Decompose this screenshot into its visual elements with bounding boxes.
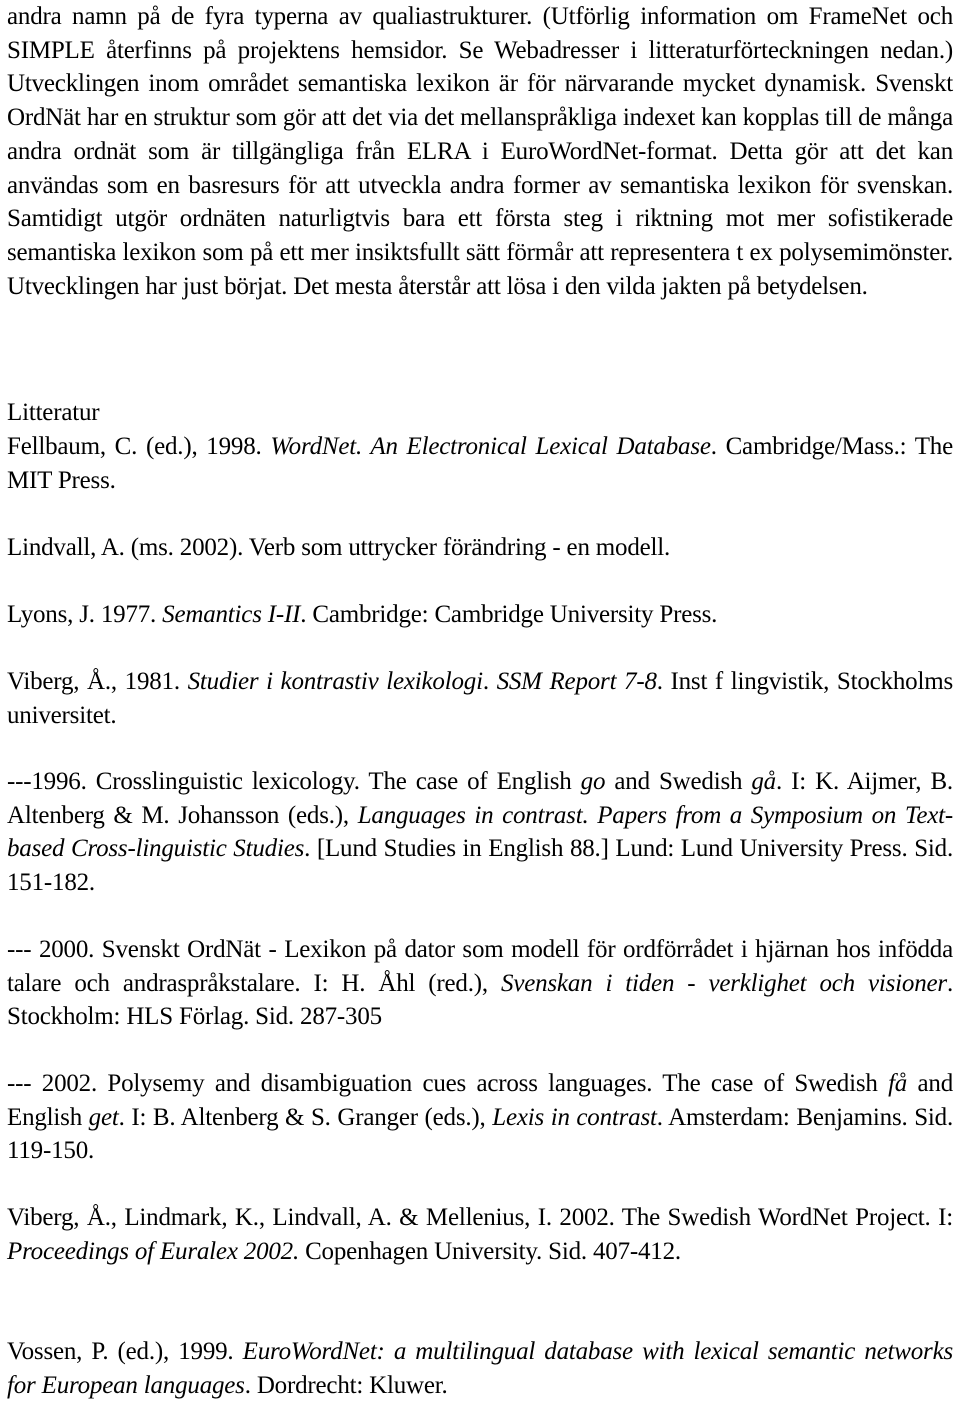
ref-text: Lyons, J. 1977. (7, 601, 163, 628)
ref-title: Semantics I-II (162, 601, 301, 628)
ref-text: Copenhagen University. Sid. 407-412. (299, 1237, 681, 1265)
ref-text: --- 2000. Svenskt OrdNät - Lexikon på dator som modell för ordförrådet i hjärnan hos infödda talare och andraspråkstalare. I: H. Åhl (red.), (7, 936, 953, 997)
reference-entry-viberg-lindmark (7, 1201, 953, 1268)
ref-title: WordNet. An Electronical Lexical Database (270, 433, 711, 460)
reference-entry-lyons (7, 598, 953, 632)
ref-title: Lexis in contrast (492, 1103, 657, 1131)
ref-text: Viberg, Å., Lindmark, K., Lindvall, A. & Mellenius, I. 2002. The Swedish WordNet Project. I: (7, 1204, 953, 1231)
ref-text: . Inst f lingvistik, Stockholms universitet. (7, 668, 953, 729)
ref-text: Vossen, P. (ed.), 1999. (7, 1338, 243, 1365)
ref-text: . Stockholm: HLS Förlag. Sid. 287-305 (7, 969, 954, 1031)
ref-text: . Cambridge: Cambridge University Press. (300, 601, 718, 628)
reference-entry-viberg-1981 (7, 665, 953, 732)
ref-text: --- 2002. Polysemy and disambiguation cues across languages. The case of Swedish (7, 1070, 889, 1097)
ref-text: Viberg, Å., 1981. (7, 668, 188, 695)
ref-title: Studier i kontrastiv lexikologi (187, 668, 483, 695)
ref-text: Lindvall, A. (ms. 2002). Verb som uttrycker förändring - en modell. (7, 534, 671, 561)
ref-word: gå (751, 768, 776, 795)
ref-word: get (88, 1103, 119, 1131)
ref-word: go (580, 768, 606, 795)
ref-text: and Swedish (605, 768, 752, 795)
ref-text: . I: B. Altenberg & S. Granger (eds.), (118, 1103, 493, 1131)
references-heading: Litteratur (7, 399, 100, 426)
ref-text: . Dordrecht: Kluwer. (244, 1371, 448, 1399)
ref-word: få (888, 1070, 908, 1097)
reference-entry-fellbaum (7, 430, 953, 497)
ref-text: . Amsterdam: Benjamins. Sid. 119-150. (7, 1103, 953, 1165)
reference-entry-vossen (7, 1335, 953, 1402)
body-paragraph (7, 0, 953, 303)
ref-title: Svenskan i tiden - verklighet och visioner (501, 969, 947, 997)
ref-title: EuroWordNet: a multilingual database with lexical semantic networks for European languages (7, 1338, 953, 1399)
ref-text: . Cambridge/Mass.: The MIT Press. (7, 433, 953, 494)
ref-text: . I: K. Aijmer, B. Altenberg & M. Johansson (eds.), (7, 768, 953, 829)
ref-text: Fellbaum, C. (ed.), 1998. (7, 433, 271, 460)
ref-text: . (482, 668, 497, 695)
reference-entry-lindvall (7, 531, 953, 565)
body-paragraph-text: andra namn på de fyra typerna av qualiastrukturer. (Utförlig information om FrameNet och SIMPLE återfinns på projektens hemsidor. Se Webadresser i litteraturförteckningen nedan.) Utvecklingen inom området semantiska lexikon är för närvarande mycket dynamisk. Svenskt OrdNät har en struktur som gör att det via det mellanspråkliga indexet kan kopplas till de många andra ordnät som är tillgängliga från ELRA i EuroWordNet-format. Detta gör att det kan användas som en basresurs för att utveckla andra former av semantiska lexikon för svenskan. Samtidigt utgör ordnäten naturligtvis bara ett första steg i riktning mot mer sofistikerade semantiska lexikon som på ett mer insiktsfullt sätt förmår att representera t ex polysemimönster. Utvecklingen har just börjat. Det mesta återstår att lösa i den vilda jakten på betydelsen. (7, 3, 953, 300)
ref-title: Languages in contrast. Papers from a Symposium on Text-based Cross-linguistic Studies (7, 801, 953, 863)
ref-series: SSM Report 7-8 (496, 668, 657, 695)
ref-title: Proceedings of Euralex 2002. (7, 1237, 300, 1265)
reference-entry-viberg-1996 (7, 765, 953, 900)
reference-entry-viberg-2002 (7, 1067, 953, 1168)
ref-text: . [Lund Studies in English 88.] Lund: Lund University Press. Sid. 151-182. (7, 835, 953, 897)
ref-text: and English (7, 1070, 953, 1131)
reference-entry-viberg-2000 (7, 933, 953, 1034)
ref-text: ---1996. Crosslinguistic lexicology. The case of English (7, 768, 581, 795)
